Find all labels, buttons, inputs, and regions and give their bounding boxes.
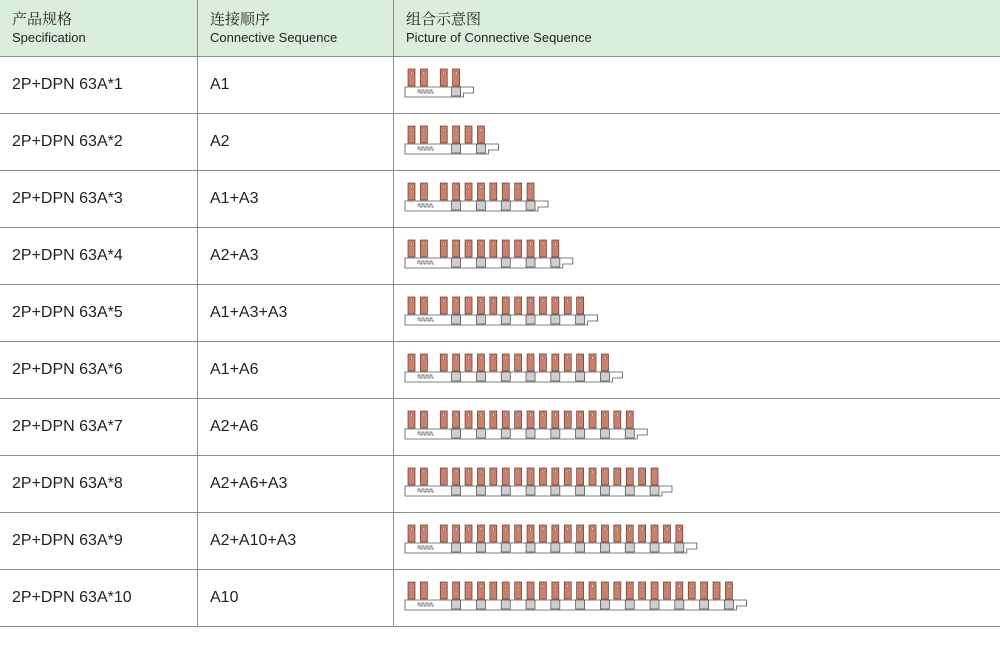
copper-pin <box>552 525 559 542</box>
clamp-block <box>600 372 609 381</box>
copper-pin <box>465 468 472 485</box>
clamp-block <box>625 486 634 495</box>
copper-pin <box>502 240 509 257</box>
copper-pin <box>502 411 509 428</box>
copper-pin <box>639 582 646 599</box>
copper-pin <box>453 69 460 86</box>
copper-pin <box>577 525 584 542</box>
copper-pin <box>490 297 497 314</box>
copper-pin <box>515 582 522 599</box>
copper-pin <box>477 240 484 257</box>
clamp-block <box>551 486 560 495</box>
copper-pin <box>676 582 683 599</box>
copper-pin <box>614 582 621 599</box>
copper-pin <box>408 525 415 542</box>
clamp-block <box>452 372 461 381</box>
clamp-block <box>476 486 485 495</box>
copper-pin <box>589 354 596 371</box>
clamp-block <box>452 201 461 210</box>
copper-pin <box>577 468 584 485</box>
sequence-cell: A2+A6+A3 <box>197 456 393 512</box>
sequence-cell: A1 <box>197 57 393 113</box>
copper-pin <box>440 240 447 257</box>
busbar-diagram-icon <box>404 409 661 445</box>
copper-pin <box>440 69 447 86</box>
copper-pin <box>440 354 447 371</box>
copper-pin <box>515 354 522 371</box>
copper-pin <box>539 411 546 428</box>
table-row <box>0 570 1000 627</box>
copper-pin <box>490 354 497 371</box>
table-row <box>0 114 1000 171</box>
clamp-block <box>452 543 461 552</box>
copper-pin <box>490 582 497 599</box>
clamp-block <box>600 600 609 609</box>
sequence-cell: A2 <box>197 114 393 170</box>
clamp-block <box>650 543 659 552</box>
spec-cell: 2P+DPN 63A*6 <box>12 361 123 378</box>
clamp-block <box>476 543 485 552</box>
clamp-block <box>576 315 585 324</box>
picture-cell <box>393 399 1000 455</box>
clamp-block <box>650 486 659 495</box>
clamp-block <box>452 600 461 609</box>
copper-pin <box>420 240 427 257</box>
spec-cell: 2P+DPN 63A*10 <box>12 589 132 606</box>
copper-pin <box>527 411 534 428</box>
copper-pin <box>651 525 658 542</box>
clamp-block <box>526 543 535 552</box>
clamp-block <box>576 429 585 438</box>
table-header <box>0 0 1000 57</box>
picture-cell <box>393 513 1000 569</box>
clamp-block <box>551 315 560 324</box>
copper-pin <box>408 582 415 599</box>
clamp-block <box>501 372 510 381</box>
header-picture <box>393 0 1000 56</box>
clamp-block <box>476 372 485 381</box>
clamp-block <box>452 144 461 153</box>
header-spec-zh: 产品规格 <box>12 10 73 28</box>
copper-pin <box>477 297 484 314</box>
copper-pin <box>577 582 584 599</box>
copper-pin <box>408 354 415 371</box>
clamp-block <box>501 258 510 267</box>
copper-pin <box>564 468 571 485</box>
copper-pin <box>477 183 484 200</box>
clamp-block <box>501 429 510 438</box>
clamp-block <box>600 429 609 438</box>
copper-pin <box>626 525 633 542</box>
clamp-block <box>501 315 510 324</box>
copper-pin <box>440 582 447 599</box>
spec-cell: 2P+DPN 63A*1 <box>12 76 123 93</box>
copper-pin <box>564 297 571 314</box>
busbar-diagram-icon <box>404 580 760 616</box>
copper-pin <box>490 183 497 200</box>
sequence-cell: A1+A6 <box>197 342 393 398</box>
copper-pin <box>626 582 633 599</box>
copper-pin <box>420 126 427 143</box>
clamp-block <box>675 600 684 609</box>
copper-pin <box>577 297 584 314</box>
copper-pin <box>663 582 670 599</box>
picture-cell <box>393 285 1000 341</box>
copper-pin <box>453 240 460 257</box>
sequence-cell: A1+A3+A3 <box>197 285 393 341</box>
copper-pin <box>465 297 472 314</box>
copper-pin <box>527 582 534 599</box>
clamp-block <box>452 429 461 438</box>
copper-pin <box>420 468 427 485</box>
table-row <box>0 228 1000 285</box>
copper-pin <box>440 525 447 542</box>
picture-cell <box>393 114 1000 170</box>
copper-pin <box>465 240 472 257</box>
copper-pin <box>515 183 522 200</box>
copper-pin <box>420 69 427 86</box>
clamp-block <box>600 486 609 495</box>
clamp-block <box>526 372 535 381</box>
copper-pin <box>564 411 571 428</box>
copper-pin <box>614 525 621 542</box>
copper-pin <box>420 582 427 599</box>
copper-pin <box>552 297 559 314</box>
copper-pin <box>477 354 484 371</box>
copper-pin <box>539 240 546 257</box>
copper-pin <box>502 297 509 314</box>
copper-pin <box>527 297 534 314</box>
copper-pin <box>515 411 522 428</box>
copper-pin <box>465 411 472 428</box>
copper-pin <box>453 297 460 314</box>
copper-pin <box>420 354 427 371</box>
copper-pin <box>601 525 608 542</box>
clamp-block <box>675 543 684 552</box>
copper-pin <box>477 126 484 143</box>
copper-pin <box>453 183 460 200</box>
clamp-block <box>551 543 560 552</box>
copper-pin <box>490 240 497 257</box>
spec-cell: 2P+DPN 63A*9 <box>12 532 123 549</box>
copper-pin <box>465 582 472 599</box>
copper-pin <box>515 468 522 485</box>
copper-pin <box>527 525 534 542</box>
copper-pin <box>527 354 534 371</box>
copper-pin <box>651 582 658 599</box>
copper-pin <box>515 525 522 542</box>
clamp-block <box>551 258 560 267</box>
copper-pin <box>453 411 460 428</box>
copper-pin <box>408 69 415 86</box>
copper-pin <box>663 525 670 542</box>
copper-pin <box>453 468 460 485</box>
clamp-block <box>526 429 535 438</box>
copper-pin <box>614 468 621 485</box>
clamp-block <box>452 486 461 495</box>
clamp-block <box>526 258 535 267</box>
header-seq-zh: 连接顺序 <box>210 10 271 28</box>
copper-pin <box>688 582 695 599</box>
copper-pin <box>515 240 522 257</box>
copper-pin <box>453 525 460 542</box>
clamp-block <box>551 372 560 381</box>
busbar-diagram-icon <box>404 181 562 217</box>
copper-pin <box>601 582 608 599</box>
busbar-diagram-icon <box>404 466 686 502</box>
table-row <box>0 342 1000 399</box>
sequence-cell: A10 <box>197 570 393 626</box>
busbar-diagram-icon <box>404 295 612 331</box>
copper-pin <box>477 582 484 599</box>
copper-pin <box>440 468 447 485</box>
copper-pin <box>601 411 608 428</box>
copper-pin <box>527 468 534 485</box>
copper-pin <box>408 468 415 485</box>
copper-pin <box>527 183 534 200</box>
busbar-diagram-icon <box>404 67 488 103</box>
copper-pin <box>490 411 497 428</box>
copper-pin <box>564 525 571 542</box>
sequence-cell: A2+A3 <box>197 228 393 284</box>
copper-pin <box>408 126 415 143</box>
clamp-block <box>551 600 560 609</box>
clamp-block <box>600 543 609 552</box>
copper-pin <box>490 525 497 542</box>
table-row <box>0 285 1000 342</box>
copper-pin <box>589 411 596 428</box>
table-row <box>0 57 1000 114</box>
clamp-block <box>476 600 485 609</box>
spec-cell: 2P+DPN 63A*3 <box>12 190 123 207</box>
copper-pin <box>408 183 415 200</box>
clamp-block <box>476 201 485 210</box>
clamp-block <box>625 543 634 552</box>
copper-pin <box>502 183 509 200</box>
copper-pin <box>539 297 546 314</box>
copper-pin <box>725 582 732 599</box>
copper-pin <box>440 183 447 200</box>
clamp-block <box>576 486 585 495</box>
copper-pin <box>453 354 460 371</box>
table-row <box>0 456 1000 513</box>
copper-pin <box>527 240 534 257</box>
picture-cell <box>393 570 1000 626</box>
picture-cell <box>393 228 1000 284</box>
copper-pin <box>601 468 608 485</box>
sequence-cell: A2+A10+A3 <box>197 513 393 569</box>
picture-cell <box>393 171 1000 227</box>
clamp-block <box>700 600 709 609</box>
clamp-block <box>501 486 510 495</box>
copper-pin <box>539 525 546 542</box>
copper-pin <box>420 297 427 314</box>
clamp-block <box>452 258 461 267</box>
copper-pin <box>440 411 447 428</box>
copper-pin <box>577 411 584 428</box>
copper-pin <box>552 240 559 257</box>
copper-pin <box>589 582 596 599</box>
clamp-block <box>476 144 485 153</box>
table-body <box>0 57 1000 627</box>
clamp-block <box>576 600 585 609</box>
copper-pin <box>564 582 571 599</box>
copper-pin <box>477 411 484 428</box>
copper-pin <box>552 468 559 485</box>
copper-pin <box>676 525 683 542</box>
clamp-block <box>576 543 585 552</box>
header-seq-en: Connective Sequence <box>210 30 338 45</box>
clamp-block <box>650 600 659 609</box>
copper-pin <box>408 411 415 428</box>
clamp-block <box>526 201 535 210</box>
clamp-block <box>452 315 461 324</box>
picture-cell <box>393 57 1000 113</box>
header-sequence <box>197 0 393 56</box>
copper-pin <box>420 525 427 542</box>
header-pic-zh: 组合示意图 <box>406 10 482 28</box>
header-pic-en: Picture of Connective Sequence <box>406 30 592 45</box>
copper-pin <box>502 582 509 599</box>
copper-pin <box>502 354 509 371</box>
copper-pin <box>564 354 571 371</box>
clamp-block <box>476 429 485 438</box>
copper-pin <box>490 468 497 485</box>
copper-pin <box>539 582 546 599</box>
sequence-cell: A2+A6 <box>197 399 393 455</box>
copper-pin <box>614 411 621 428</box>
picture-cell <box>393 342 1000 398</box>
clamp-block <box>501 543 510 552</box>
copper-pin <box>465 525 472 542</box>
clamp-block <box>576 372 585 381</box>
copper-pin <box>601 354 608 371</box>
clamp-block <box>476 258 485 267</box>
sequence-cell: A1+A3 <box>197 171 393 227</box>
clamp-block <box>452 87 461 96</box>
spec-cell: 2P+DPN 63A*2 <box>12 133 123 150</box>
copper-pin <box>477 468 484 485</box>
table-row <box>0 171 1000 228</box>
copper-pin <box>477 525 484 542</box>
copper-pin <box>626 411 633 428</box>
copper-pin <box>465 354 472 371</box>
clamp-block <box>724 600 733 609</box>
copper-pin <box>552 354 559 371</box>
copper-pin <box>552 582 559 599</box>
copper-pin <box>577 354 584 371</box>
busbar-diagram-icon <box>404 124 512 160</box>
copper-pin <box>420 183 427 200</box>
clamp-block <box>526 600 535 609</box>
copper-pin <box>465 126 472 143</box>
clamp-block <box>625 600 634 609</box>
copper-pin <box>408 240 415 257</box>
busbar-diagram-icon <box>404 523 711 559</box>
copper-pin <box>639 525 646 542</box>
copper-pin <box>465 183 472 200</box>
clamp-block <box>551 429 560 438</box>
spec-cell: 2P+DPN 63A*5 <box>12 304 123 321</box>
copper-pin <box>440 126 447 143</box>
copper-pin <box>515 297 522 314</box>
copper-pin <box>626 468 633 485</box>
clamp-block <box>476 315 485 324</box>
table-row <box>0 399 1000 456</box>
copper-pin <box>453 582 460 599</box>
busbar-diagram-icon <box>404 238 587 274</box>
copper-pin <box>713 582 720 599</box>
copper-pin <box>701 582 708 599</box>
clamp-block <box>526 315 535 324</box>
header-specification <box>0 0 197 56</box>
clamp-block <box>501 600 510 609</box>
copper-pin <box>440 297 447 314</box>
clamp-block <box>526 486 535 495</box>
table-row <box>0 513 1000 570</box>
spec-cell: 2P+DPN 63A*8 <box>12 475 123 492</box>
copper-pin <box>502 525 509 542</box>
clamp-block <box>501 201 510 210</box>
spec-cell: 2P+DPN 63A*4 <box>12 247 123 264</box>
copper-pin <box>502 468 509 485</box>
copper-pin <box>408 297 415 314</box>
clamp-block <box>625 429 634 438</box>
copper-pin <box>589 525 596 542</box>
copper-pin <box>651 468 658 485</box>
spec-cell: 2P+DPN 63A*7 <box>12 418 123 435</box>
copper-pin <box>639 468 646 485</box>
copper-pin <box>539 468 546 485</box>
header-spec-en: Specification <box>12 30 86 45</box>
busbar-diagram-icon <box>404 352 636 388</box>
picture-cell <box>393 456 1000 512</box>
copper-pin <box>420 411 427 428</box>
copper-pin <box>539 354 546 371</box>
copper-pin <box>552 411 559 428</box>
copper-pin <box>453 126 460 143</box>
copper-pin <box>589 468 596 485</box>
